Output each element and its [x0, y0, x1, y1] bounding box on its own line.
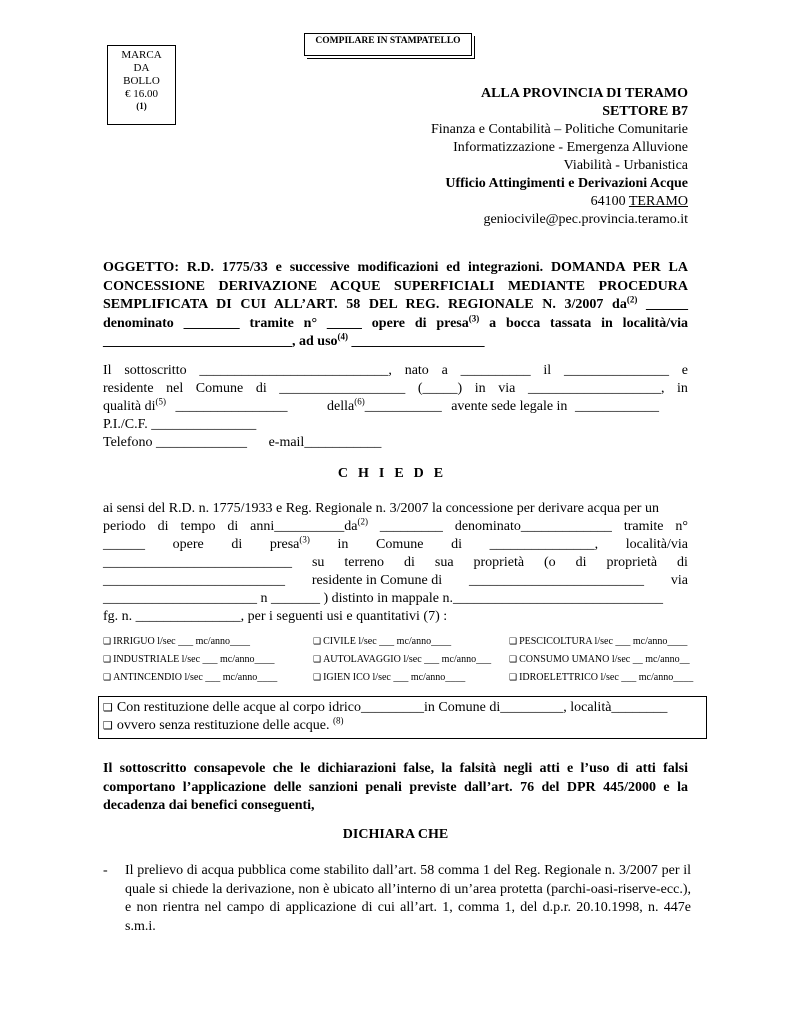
checkbox-icon[interactable]: ❑ [509, 655, 518, 665]
text: in [474, 381, 486, 396]
email-field[interactable]: e-mail___________ [268, 435, 382, 450]
text: in [337, 537, 349, 552]
section-title-dichiara: DICHIARA CHE [342, 827, 449, 842]
text: su [311, 555, 325, 570]
text: sua [434, 555, 454, 570]
text: proprietà [473, 555, 525, 570]
checkbox-icon[interactable]: ❑ [103, 637, 112, 647]
fill-in-capitals-instruction: COMPILARE IN STAMPATELLO [304, 33, 472, 56]
text: di [677, 555, 688, 570]
text: di [255, 381, 267, 396]
role-field[interactable]: ________________ [175, 399, 288, 414]
location-field[interactable]: ___________________________ [103, 555, 292, 570]
stamp-line: BOLLO [123, 75, 160, 87]
text: n° [675, 519, 688, 534]
footnote-ref: (3) [299, 534, 310, 545]
subject-text: a bocca tassata in località/via ___________________________, ad uso [103, 315, 689, 349]
stamp-footnote: (1) [136, 101, 147, 111]
checkbox-icon[interactable]: ❑ [103, 673, 112, 683]
request-line-2 [103, 518, 688, 537]
footnote-ref: (8) [333, 715, 344, 726]
text: sottoscritto [124, 363, 187, 378]
birthdate-field[interactable]: _______________ [563, 363, 669, 378]
stamp-amount: € 16.00 [125, 88, 158, 100]
footnote-ref: (2) [626, 294, 638, 305]
checkbox-icon[interactable]: ❑ [313, 637, 322, 647]
revenue-stamp-box [107, 45, 176, 125]
stamp-line: MARCA [121, 49, 162, 61]
tax-code-line[interactable]: P.I./C.F. _______________ [103, 417, 257, 432]
recipient-address [431, 85, 688, 229]
text: via [670, 573, 688, 588]
restitution-option[interactable] [103, 717, 706, 735]
uses-row [103, 633, 711, 651]
use-label: PESCICOLTURA l/sec ___ mc/anno____ [519, 636, 688, 647]
checkbox-icon[interactable]: ❑ [103, 655, 112, 665]
use-option[interactable] [509, 669, 711, 687]
use-label: ANTINCENDIO l/sec ___ mc/anno____ [113, 672, 278, 683]
use-option[interactable] [509, 633, 711, 651]
use-option[interactable] [313, 633, 509, 651]
text: nato [404, 363, 429, 378]
text: tramite [623, 519, 664, 534]
text: di [231, 537, 243, 552]
text: località/via [625, 537, 688, 552]
recipient-dept-2: Informatizzazione - Emergenza Alluvione [453, 140, 688, 155]
use-label: CONSUMO UMANO l/sec __ mc/anno__ [519, 654, 690, 665]
recipient-dept-3: Viabilità - Urbanistica [563, 158, 688, 173]
footnote-ref: (2) [357, 516, 368, 527]
text: tempo [180, 519, 216, 534]
municipality-field[interactable]: __________________ [279, 381, 406, 396]
uses-grid [103, 633, 711, 687]
footnote-ref: (6) [354, 396, 365, 407]
use-option[interactable] [103, 669, 313, 687]
bullet-text: Il prelievo di acqua pubblica come stabilito dall’art. 58 comma 1 del Reg. Regionale n. 3/2007 per il quale si chiede la derivazione, non è ubicato all’interno di un’area protetta (parchi-oasi-riserve-ecc.), e non rientra nel campo di applicazione di cui all’art. 1, comma 1, del d.p.r. 20.10.1998, n. 447e s.m.i. [125, 863, 691, 934]
text: Il [103, 363, 112, 378]
applicant-line-1 [103, 362, 688, 381]
use-label: INDUSTRIALE l/sec ___ mc/anno____ [113, 654, 275, 665]
text: Comune [376, 537, 424, 552]
text: qualità di [103, 399, 156, 414]
text: di [227, 519, 239, 534]
recipient-postcode: 64100 [590, 194, 626, 209]
request-line-6[interactable]: ______________________ n _______ ) distinto in mappale n.______________________________ [103, 591, 663, 606]
checkbox-icon[interactable]: ❑ [509, 673, 518, 683]
recipient-dept-1: Finanza e Contabilità – Politiche Comunitarie [430, 122, 688, 137]
subject-text: ___________________ [348, 334, 485, 349]
request-line-5 [103, 572, 688, 591]
text: presa [269, 537, 300, 552]
text: di [575, 555, 587, 570]
name-field[interactable]: denominato_____________ [454, 519, 612, 534]
phone-field[interactable]: Telefono _____________ [103, 435, 248, 450]
footnote-ref: (3) [468, 312, 480, 323]
count-field[interactable]: ______ [103, 537, 145, 552]
use-label: IDROELETTRICO l/sec ___ mc/anno____ [519, 672, 694, 683]
recipient-province: ALLA PROVINCIA DI TERAMO [480, 86, 688, 101]
date-field[interactable]: _________ [379, 519, 443, 534]
subject-text: ______ denominato ________ tramite n° _____ opere di presa [103, 297, 688, 331]
text: opere [172, 537, 204, 552]
applicant-line-3 [103, 398, 688, 417]
use-label: CIVILE l/sec ___ mc/anno____ [323, 636, 452, 647]
street-field[interactable]: ___________________, [527, 381, 665, 396]
applicant-line-2 [103, 380, 688, 399]
text: (o [544, 555, 556, 570]
text: proprietà [606, 555, 658, 570]
recipient-office: Ufficio Attingimenti e Derivazioni Acque [445, 176, 688, 191]
restitution-option[interactable] [103, 699, 706, 717]
text: nel [166, 381, 184, 396]
checkbox-icon[interactable]: ❑ [103, 701, 113, 714]
use-option[interactable] [103, 633, 313, 651]
request-line-1: ai sensi del R.D. n. 1775/1933 e Reg. Regionale n. 3/2007 la concessione per derivare acqua per un [103, 501, 659, 516]
text: terreno [344, 555, 385, 570]
province-field[interactable]: (_____) [417, 381, 463, 396]
municipality-field[interactable]: _______________, [489, 537, 599, 552]
use-label: IGIEN ICO l/sec ___ mc/anno____ [323, 672, 466, 683]
use-label: IRRIGUO l/sec ___ mc/anno____ [113, 636, 251, 647]
recipient-city-line [431, 193, 688, 211]
text: di [451, 537, 463, 552]
text: della [327, 399, 355, 414]
use-option[interactable] [313, 669, 509, 687]
checkbox-icon[interactable]: ❑ [509, 637, 518, 647]
text [270, 536, 310, 555]
text: Comune [195, 381, 244, 396]
birthplace-field[interactable]: __________ [460, 363, 531, 378]
text: in [677, 381, 688, 396]
checkbox-icon[interactable]: ❑ [313, 655, 322, 665]
use-option[interactable] [103, 651, 313, 669]
text: residente in Comune di [311, 573, 443, 588]
text: il [543, 363, 552, 378]
owner-field[interactable]: __________________________ [103, 573, 285, 588]
owner-municipality-field[interactable]: _________________________ [469, 573, 645, 588]
company-field[interactable]: ___________ [364, 399, 442, 414]
recipient-city: TERAMO [628, 194, 688, 209]
request-line-4 [103, 554, 688, 573]
checkbox-icon[interactable]: ❑ [103, 719, 113, 732]
bullet-dash: - [103, 863, 108, 878]
uses-row [103, 669, 711, 687]
text: anni__________da [250, 519, 358, 534]
text: a [441, 363, 448, 378]
recipient-email: geniocivile@pec.provincia.teramo.it [483, 212, 688, 227]
request-line-7[interactable]: fg. n. _______________, per i seguenti usi e quantitativi (7) : [103, 609, 448, 624]
use-option[interactable] [313, 651, 509, 669]
text: via [498, 381, 516, 396]
section-title-chiede: CHIEDE [337, 466, 454, 481]
text: residente [103, 381, 154, 396]
contact-line [103, 434, 688, 453]
text: di [404, 555, 415, 570]
restitution-label: ovvero senza restituzione delle acque. [116, 718, 330, 733]
footnote-ref: (5) [155, 396, 166, 407]
declaration-paragraph: Il sottoscritto consapevole che le dichiarazioni false, la falsità negli atti e l’uso di atti falsi comportano l’applicazione delle sanzioni penali previste dall’art. 76 del DPR 445/2000 e la decadenza dai benefici conseguenti, [103, 761, 688, 813]
subject-paragraph [103, 259, 688, 352]
restitution-label: Con restituzione delle acque al corpo idrico_________in Comune di_________, località________ [116, 700, 668, 715]
recipient-sector: SETTORE B7 [602, 104, 688, 119]
legal-seat-field[interactable]: ____________ [574, 399, 659, 414]
name-field[interactable]: ___________________________, [199, 363, 392, 378]
text: periodo [103, 519, 146, 534]
uses-row [103, 651, 711, 669]
text: e [681, 363, 688, 378]
text: avente sede legale in [451, 399, 568, 414]
subject-text: OGGETTO: R.D. 1775/33 e successive modificazioni ed integrazioni. DOMANDA PER LA CONCESSIONE DERIVAZIONE ACQUE SUPERFICIALI MEDIANTE PROCEDURA SEMPLIFICATA DI CUI ALL’ART. 58 DEL REG. REGIONALE N. 3/2007 da [103, 260, 688, 312]
checkbox-icon[interactable]: ❑ [313, 673, 322, 683]
text: di [157, 519, 169, 534]
use-option[interactable] [509, 651, 711, 669]
declaration-bullet [103, 862, 691, 936]
stamp-line: DA [133, 62, 150, 74]
use-label: AUTOLAVAGGIO l/sec ___ mc/anno___ [323, 654, 492, 665]
restitution-box [98, 696, 707, 739]
request-line-3 [103, 536, 688, 555]
footnote-ref: (4) [337, 331, 349, 342]
